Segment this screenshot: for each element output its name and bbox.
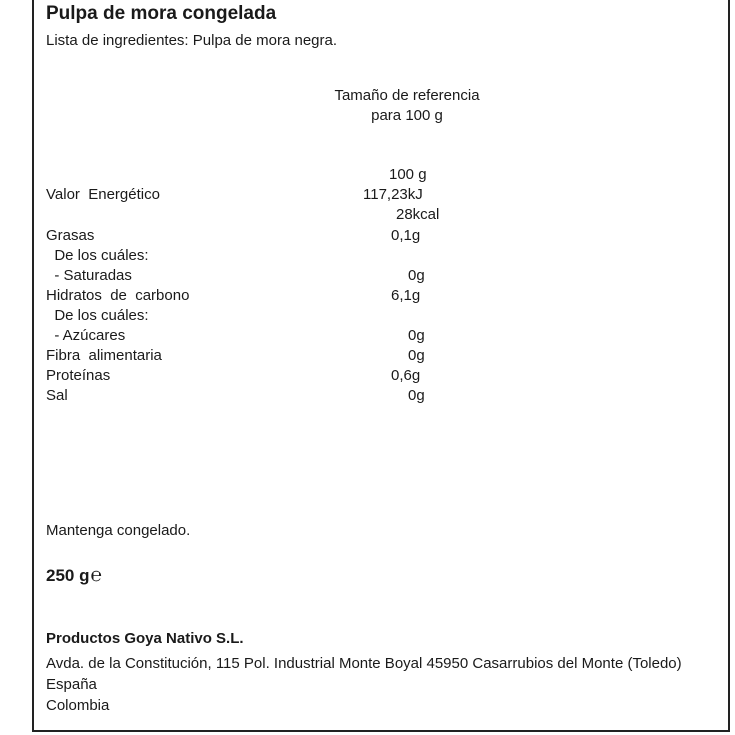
estimated-sign-icon: ℮ [90,565,102,586]
company-address: Avda. de la Constitución, 115 Pol. Industrial Monte Boyal 45950 Casarrubios del Monte (Toledo) España [46,655,682,693]
row-label-fiber: Fibra alimentaria [46,347,162,364]
reference-size-line2: para 100 g [371,107,443,124]
company-name: Productos Goya Nativo S.L. [46,630,244,647]
reference-size-line1: Tamaño de referencia [334,87,480,104]
net-weight [46,565,102,587]
row-value-energy-kj: 117,23kJ [363,186,423,203]
row-label-salt: Sal [46,387,68,404]
net-weight-value: 250 g [46,566,90,585]
row-label-fat-of-which: De los cuáles: [46,247,149,264]
row-label-energy: Valor Energético [46,186,160,203]
ingredients-list: Lista de ingredientes: Pulpa de mora negra. [46,32,338,49]
row-label-protein: Proteínas [46,367,111,384]
row-value-sugars: 0g [408,327,425,344]
row-label-carbs: Hidratos de carbono [46,287,190,304]
reference-size [322,86,492,126]
row-value-fiber: 0g [408,347,425,364]
row-value-saturated: 0g [408,267,425,284]
row-label-fat: Grasas [46,227,95,244]
country-of-origin: Colombia [46,697,110,714]
row-value-energy-kcal: 28kcal [396,206,440,223]
column-header: 100 g [389,166,427,183]
row-value-fat: 0,1g [391,227,421,244]
row-label-sugars: - Azúcares [46,327,126,344]
product-title: Pulpa de mora congelada [46,3,277,24]
row-label-saturated: - Saturadas [46,267,132,284]
storage-instructions: Mantenga congelado. [46,522,191,539]
row-value-carbs: 6,1g [391,287,421,304]
row-value-protein: 0,6g [391,367,421,384]
row-value-salt: 0g [408,387,425,404]
row-label-carbs-of-which: De los cuáles: [46,307,149,324]
